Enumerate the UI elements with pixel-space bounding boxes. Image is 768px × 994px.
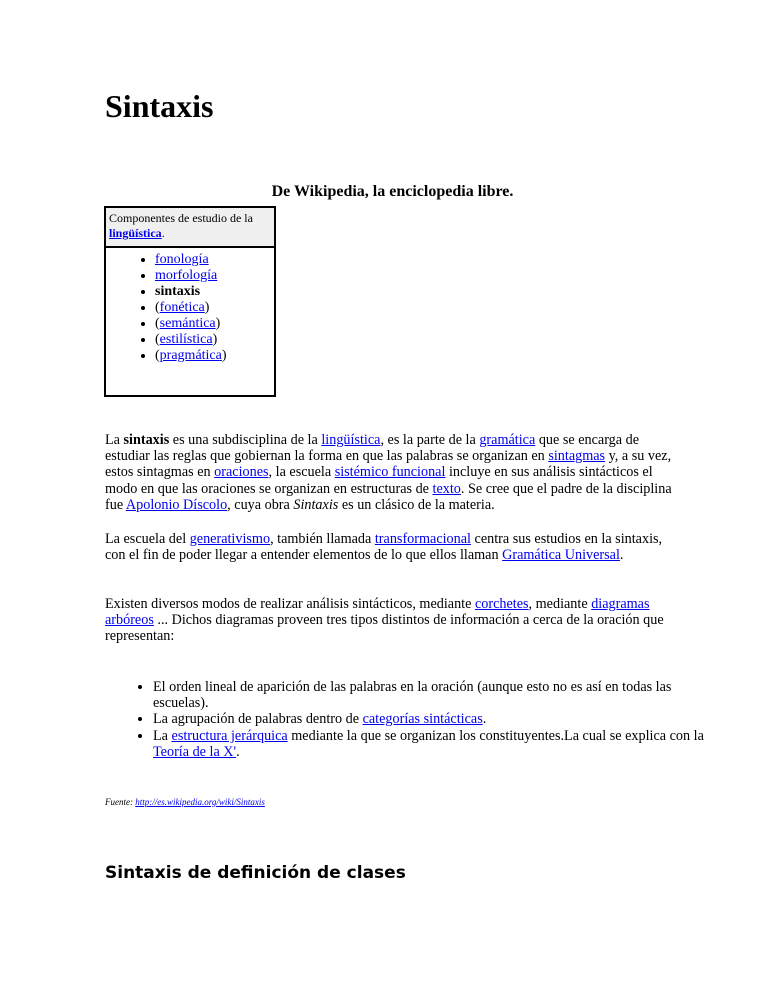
infobox-item: • (pragmática) [155, 348, 274, 364]
link-sintagmas[interactable]: sintagmas [548, 448, 606, 465]
infobox-item [155, 268, 274, 284]
infobox-item: • (estilística) [155, 332, 274, 348]
link-source-url[interactable]: http://es.wikipedia.org/wiki/Sintaxis [135, 797, 265, 807]
link-texto[interactable]: texto [432, 480, 461, 497]
infobox-header-text: Componentes de estudio de la [109, 211, 253, 225]
link-gramatica-universal[interactable]: Gramática Universal [502, 547, 620, 564]
paragraph-generativismo: La escuela del generativismo, también llamada transformacional centra sus estudios en la sintaxis, con el fin de poder llegar a entender elementos de lo que ellos llaman Gramática Universal. [105, 531, 663, 564]
current-topic-sintaxis: sintaxis [155, 284, 201, 299]
link-transformacional[interactable]: transformacional [374, 531, 471, 547]
infobox-header: Componentes de estudio de la lingüística. [106, 208, 274, 248]
section-heading: Sintaxis de definición de clases [105, 863, 406, 883]
paragraph-analysis-methods: Existen diversos modos de realizar análisis sintácticos, mediante corchetes, mediante diagramas arbóreos ... Dichos diagramas proveen tres tipos distintos de información a cerca de la oración que representan: [105, 596, 664, 645]
infobox-item-current [155, 284, 274, 300]
source-citation: Fuente: http://es.wikipedia.org/wiki/Sintaxis [105, 797, 265, 807]
list-item: • El orden lineal de aparición de las palabras en la oración (aunque esto no es así en todas las escuelas). [153, 679, 725, 711]
infobox-list [106, 252, 274, 364]
link-fonologia[interactable]: fonología [155, 252, 209, 267]
link-linguistica[interactable]: lingüística [109, 226, 162, 240]
link-fonetica[interactable]: fonética [159, 300, 205, 315]
link-linguistica-body[interactable]: lingüística [321, 432, 381, 448]
link-corchetes[interactable]: corchetes [474, 596, 529, 612]
page-subtitle: De Wikipedia, la enciclopedia libre. [271, 183, 514, 200]
link-generativismo[interactable]: generativismo [189, 531, 271, 547]
infobox-item [155, 252, 274, 268]
infobox-linguistics-components [104, 206, 276, 397]
paragraph-definition: La sintaxis es una subdisciplina de la lingüística, es la parte de la gramática que se encarga de estudiar las reglas que gobiernan la forma en que las palabras se organizan en sintagmas y, a su vez, estos sintagmas en oraciones, la escuela sistémico funcional incluye en sus análisis sintácticos el modo en que las oraciones se organizan en estructuras de texto. Se cree que el padre de la disciplina fue Apolonio Díscolo, cuya obra Sintaxis es un clásico de la materia. [105, 432, 672, 513]
link-gramatica[interactable]: gramática [479, 432, 536, 448]
link-sistemico-funcional[interactable]: sistémico funcional [334, 464, 446, 481]
information-types-list [105, 679, 725, 760]
link-semantica[interactable]: semántica [159, 316, 216, 331]
link-oraciones[interactable]: oraciones [214, 464, 269, 481]
infobox-item: • (semántica) [155, 316, 274, 332]
list-item: • La estructura jerárquica mediante la que se organizan los constituyentes.La cual se explica con la Teoría de la X'. [153, 728, 725, 760]
link-apolonio-discolo[interactable]: Apolonio Díscolo [125, 496, 228, 513]
page-title: Sintaxis [105, 88, 214, 124]
link-diagramas-arboreos[interactable]: diagramas arbóreos [105, 596, 650, 629]
link-categorias-sintacticas[interactable]: categorías sintácticas [362, 711, 483, 728]
link-pragmatica[interactable]: pragmática [159, 348, 222, 363]
infobox-item: • (fonética) [155, 300, 274, 316]
link-estructura-jerarquica[interactable]: estructura jerárquica [171, 727, 288, 744]
link-teoria-x-barra[interactable]: Teoría de la X' [153, 743, 237, 760]
link-estilistica[interactable]: estilística [159, 332, 213, 347]
link-morfologia[interactable]: morfología [155, 268, 218, 283]
list-item: • La agrupación de palabras dentro de categorías sintácticas. [153, 711, 725, 727]
